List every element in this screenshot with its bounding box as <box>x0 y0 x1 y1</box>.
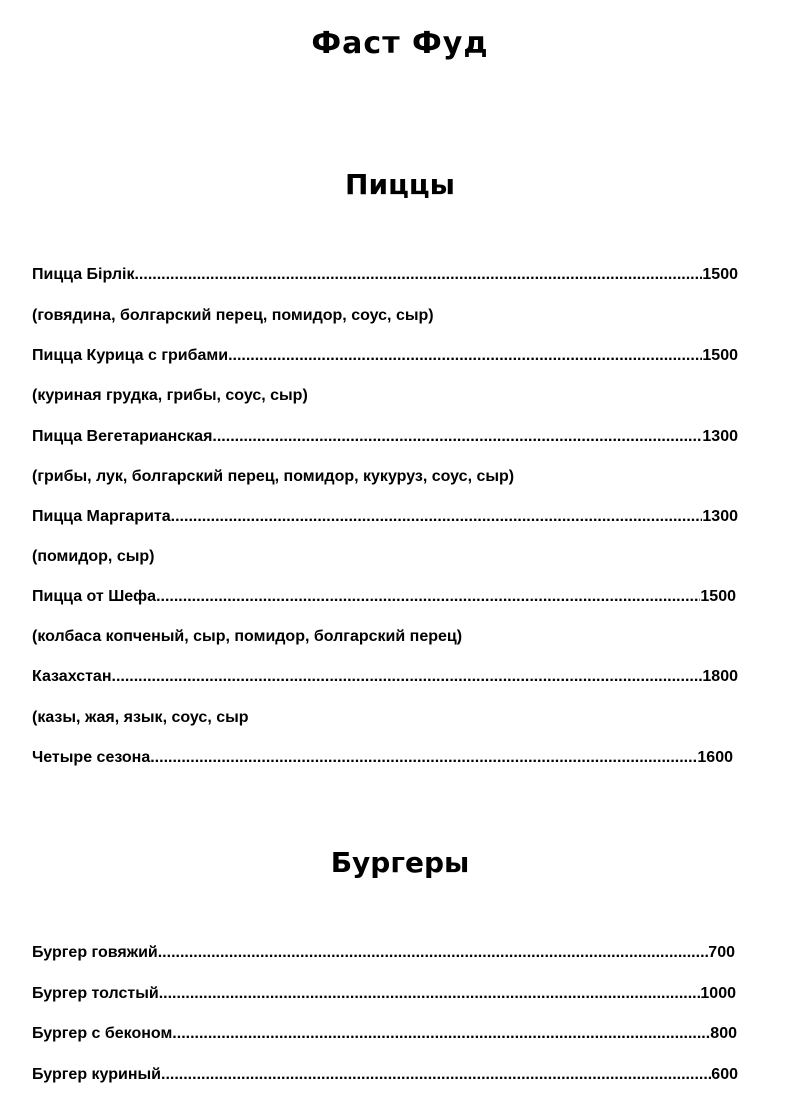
item-price: 600 <box>711 1066 738 1083</box>
item-price: 1500 <box>702 347 738 364</box>
item-price: 1800 <box>702 668 738 685</box>
item-name: Бургер с беконом <box>32 1025 173 1042</box>
menu-item-burger-beef <box>32 943 735 963</box>
menu-item-pizza-birlik <box>32 265 738 285</box>
item-price: 1300 <box>702 428 738 445</box>
dot-leader <box>112 667 703 687</box>
item-name: Бургер говяжий <box>32 944 158 961</box>
dot-leader <box>158 943 709 963</box>
dot-leader <box>161 1065 711 1085</box>
item-description: (казы, жая, язык, соус, сыр <box>32 709 249 726</box>
menu-item-burger-chicken <box>32 1065 738 1085</box>
item-name: Казахстан <box>32 668 112 685</box>
dot-leader <box>212 427 702 447</box>
section-heading-pizza: Пиццы <box>345 168 455 201</box>
dot-leader <box>171 507 703 527</box>
item-price: 1000 <box>700 985 736 1002</box>
menu-item-pizza-chicken-mushroom <box>32 346 738 366</box>
item-price: 1300 <box>702 508 738 525</box>
item-description: (куриная грудка, грибы, соус, сыр) <box>32 387 308 404</box>
item-description: (грибы, лук, болгарский перец, помидор, кукуруз, соус, сыр) <box>32 468 515 485</box>
item-price: 700 <box>708 944 735 961</box>
menu-item-burger-bacon <box>32 1024 737 1044</box>
section-heading-burgers: Бургеры <box>330 846 470 879</box>
menu-item-pizza-kazakhstan <box>32 667 738 687</box>
menu-item-pizza-vegetarian <box>32 427 738 447</box>
item-description: (колбаса копченый, сыр, помидор, болгарский перец) <box>32 628 463 645</box>
item-name: Бургер толстый <box>32 985 159 1002</box>
item-name: Пицца от Шефа <box>32 588 157 605</box>
item-name: Пицца Маргарита <box>32 508 171 525</box>
menu-item-pizza-four-seasons <box>32 748 733 768</box>
item-description: (помидор, сыр) <box>32 548 155 565</box>
dot-leader <box>159 984 701 1004</box>
item-name: Пицца Вегетарианская <box>32 428 213 445</box>
item-price: 800 <box>710 1025 737 1042</box>
item-name: Пицца Бірлік <box>32 266 135 283</box>
page-title: Фаст Фуд <box>311 26 489 61</box>
dot-leader <box>134 265 702 285</box>
item-name: Бургер куриный <box>32 1066 161 1083</box>
dot-leader <box>156 587 700 607</box>
menu-item-burger-thick <box>32 984 736 1004</box>
item-price: 1600 <box>697 749 733 766</box>
menu-item-pizza-margarita <box>32 507 738 527</box>
item-description: (говядина, болгарский перец, помидор, соус, сыр) <box>32 307 434 324</box>
item-name: Четыре сезона <box>32 749 151 766</box>
item-name: Пицца Курица с грибами <box>32 347 229 364</box>
item-price: 1500 <box>702 266 738 283</box>
dot-leader <box>172 1024 710 1044</box>
menu-item-pizza-chef <box>32 587 736 607</box>
dot-leader <box>228 346 702 366</box>
dot-leader <box>150 748 697 768</box>
item-price: 1500 <box>700 588 736 605</box>
